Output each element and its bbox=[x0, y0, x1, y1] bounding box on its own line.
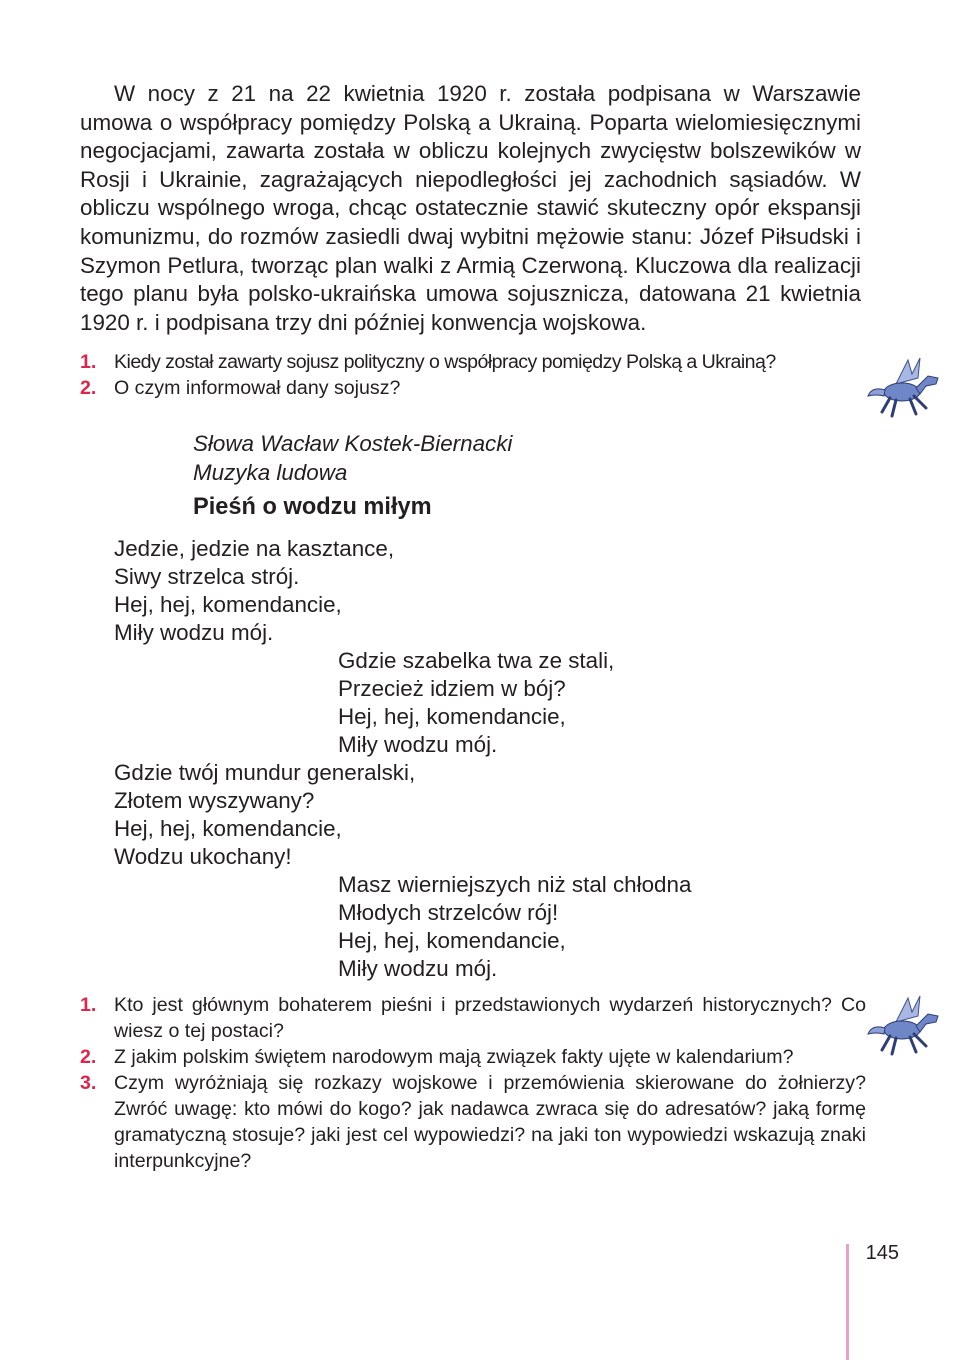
question-text: Kto jest głównym bohaterem pieśni i przedstawionych wydarzeń historycznych? Co wiesz o tej postaci? bbox=[114, 994, 866, 1042]
question-item bbox=[80, 349, 870, 375]
question-number: 3. bbox=[80, 1072, 97, 1094]
verse-line: Miły wodzu mój. bbox=[338, 956, 498, 981]
verse-line: Wodzu ukochany! bbox=[114, 844, 292, 869]
stanza bbox=[114, 759, 415, 871]
question-text: Z jakim polskim świętem narodowym mają związek fakty ujęte w kalendarium? bbox=[114, 1046, 794, 1068]
question-item bbox=[80, 992, 866, 1044]
stanza bbox=[338, 647, 614, 759]
pegasus-icon bbox=[862, 356, 946, 420]
verse-line: Jedzie, jedzie na kasztance, bbox=[114, 536, 395, 561]
song-title: Pieśń o wodzu miłym bbox=[193, 494, 432, 520]
question-item bbox=[80, 1044, 866, 1070]
words-credit: Słowa Wacław Kostek-Biernacki bbox=[193, 431, 513, 456]
question-list-2 bbox=[80, 992, 866, 1174]
verse-line: Hej, hej, komendancie, bbox=[114, 816, 342, 841]
question-text: Kiedy został zawarty sojusz polityczny o współpracy pomiędzy Polską a Ukrainą? bbox=[114, 351, 776, 373]
verse-line: Siwy strzelca strój. bbox=[114, 564, 300, 589]
verse-line: Gdzie szabelka twa ze stali, bbox=[338, 648, 615, 673]
question-list-1 bbox=[80, 349, 870, 401]
question-number: 2. bbox=[80, 1046, 97, 1068]
question-number: 1. bbox=[80, 994, 97, 1016]
page-edge-bar bbox=[846, 1244, 849, 1360]
intro-paragraph: W nocy z 21 na 22 kwietnia 1920 r. została podpisana w Warszawie umowa o współpracy pomiędzy Polską a Ukrainą. Poparta wielomiesięcznymi negocjacjami, zawarta została w obliczu kolejnych zwycięstw bolszewików w Rosji i Ukrainie, zagrażających niepodległości jej zachodnich sąsiadów. W obliczu wspólnego wroga, chcąc ostatecznie stawić skuteczny opór ekspansji komunizmu, do rozmów zasiedli dwaj wybitni mężowie stanu: Józef Piłsudski i Szymon Petlura, tworząc plan walki z Armią Czerwoną. Kluczowa dla realizacji tego planu była polsko-ukraińska umowa sojusznicza, datowana 21 kwietnia 1920 r. i podpisana trzy dni później konwencja wojskowa. bbox=[80, 81, 861, 335]
question-number: 2. bbox=[80, 377, 97, 399]
pegasus-icon bbox=[862, 994, 946, 1058]
page-number: 145 bbox=[865, 1242, 899, 1264]
verse-line: Przecież idziem w bój? bbox=[338, 676, 566, 701]
verse-line: Młodych strzelców rój! bbox=[338, 900, 559, 925]
question-number: 1. bbox=[80, 351, 97, 373]
question-text: Czym wyróżniają się rozkazy wojskowe i przemówienia skierowane do żołnierzy? Zwróć uwagę: kto mówi do kogo? jak nadawca zwraca się do adresatów? jaką formę gramatyczną stosuje? jaki jest cel wypowiedzi? na jaki ton wypowiedzi wskazują znaki interpunkcyjne? bbox=[114, 1072, 866, 1172]
verse-line: Złotem wyszywany? bbox=[114, 788, 315, 813]
verse-line: Masz wierniejszych niż stal chłodna bbox=[338, 872, 692, 897]
stanza bbox=[114, 535, 394, 647]
verse-line: Hej, hej, komendancie, bbox=[338, 704, 566, 729]
song-credits bbox=[193, 430, 512, 487]
intro-section bbox=[80, 80, 861, 337]
verse-line: Miły wodzu mój. bbox=[114, 620, 274, 645]
question-item bbox=[80, 375, 870, 401]
verse-line: Miły wodzu mój. bbox=[338, 732, 498, 757]
question-item bbox=[80, 1070, 866, 1174]
verse-line: Hej, hej, komendancie, bbox=[338, 928, 566, 953]
stanza bbox=[338, 871, 691, 983]
music-credit: Muzyka ludowa bbox=[193, 459, 348, 485]
verse-line: Hej, hej, komendancie, bbox=[114, 592, 342, 617]
question-text: O czym informował dany sojusz? bbox=[114, 377, 401, 399]
verse-line: Gdzie twój mundur generalski, bbox=[114, 760, 416, 785]
